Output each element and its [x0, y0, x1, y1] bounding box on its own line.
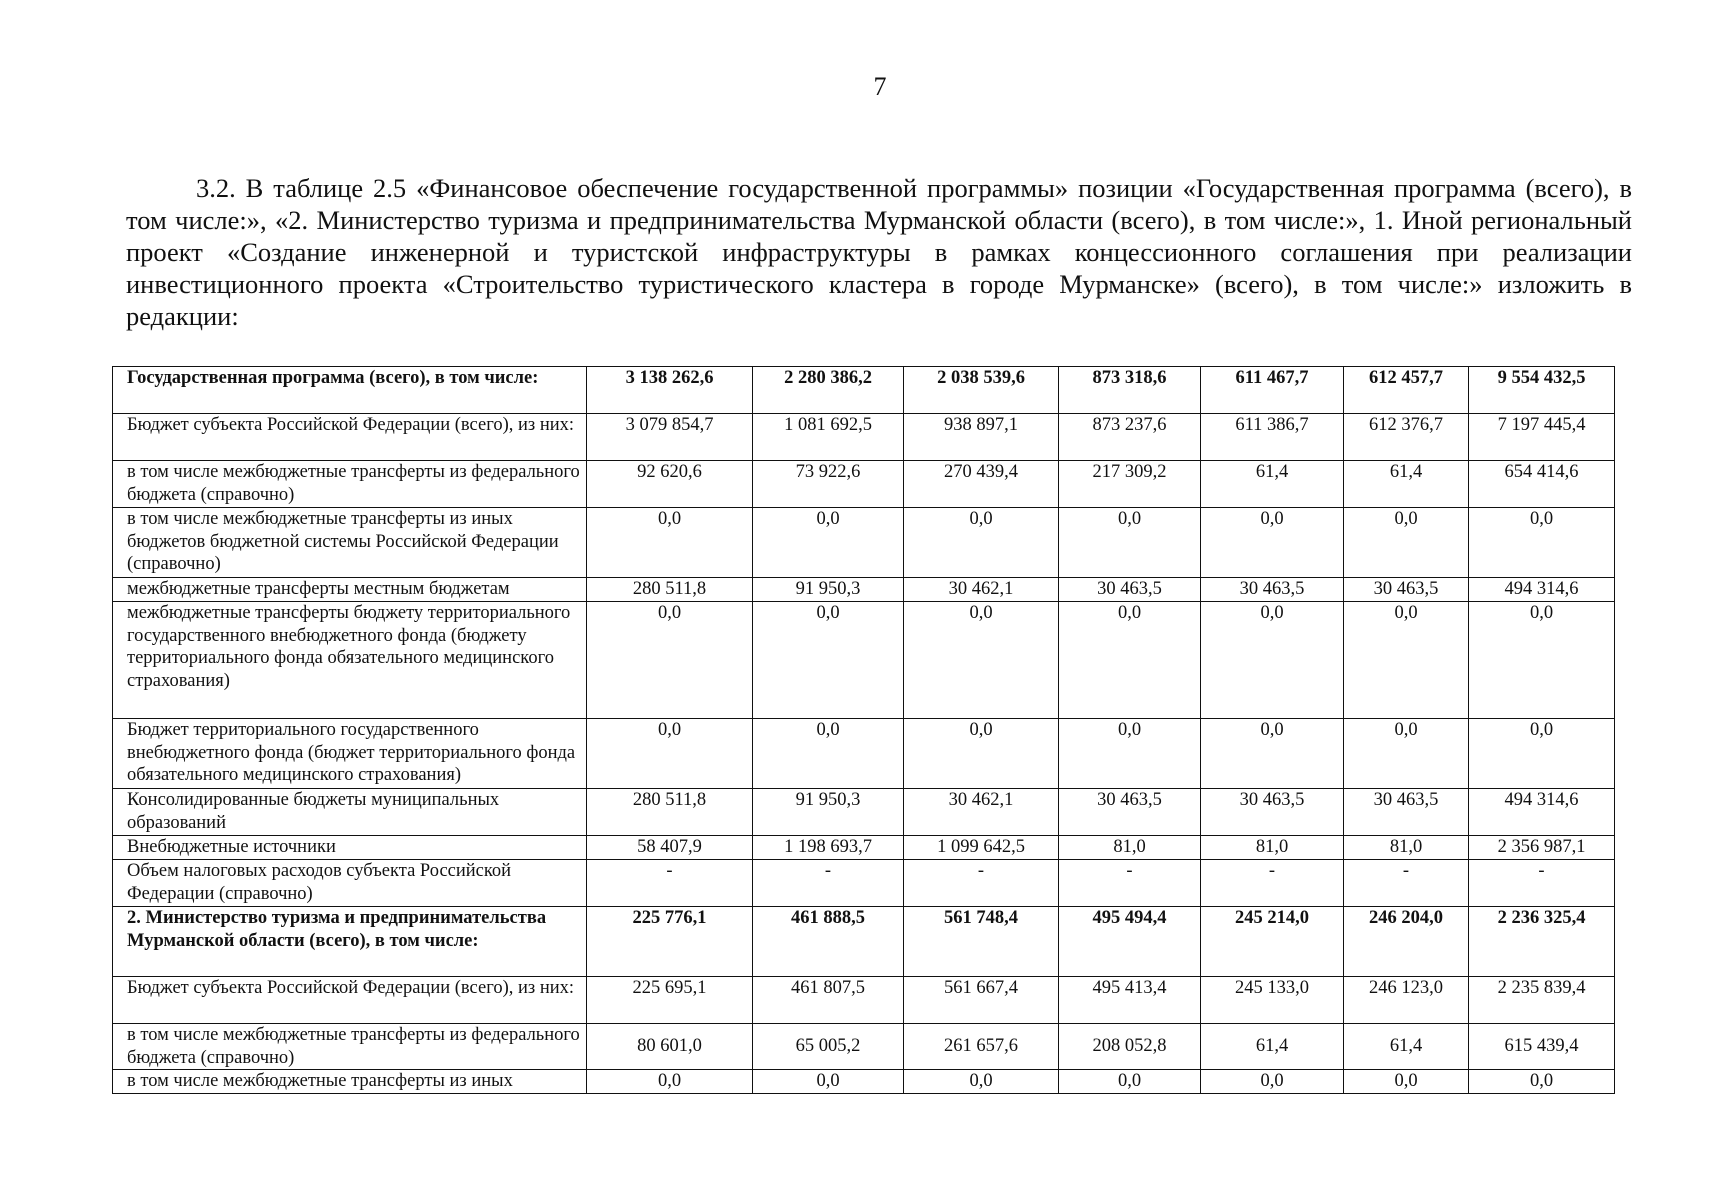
table-row: [113, 578, 1615, 602]
value-cell: 225 695,1: [587, 977, 753, 1024]
value-cell: 225 776,1: [587, 907, 753, 977]
value-cell: 0,0: [1059, 719, 1201, 789]
value-cell: 0,0: [904, 719, 1059, 789]
value-cell: 0,0: [1059, 508, 1201, 578]
row-label: в том числе межбюджетные трансферты из федерального бюджета (справочно): [113, 461, 587, 508]
value-cell: 561 667,4: [904, 977, 1059, 1024]
value-cell: 0,0: [1344, 602, 1469, 719]
value-cell: 612 457,7: [1344, 367, 1469, 414]
value-cell: 561 748,4: [904, 907, 1059, 977]
value-cell: 91 950,3: [753, 578, 904, 602]
value-cell: 495 494,4: [1059, 907, 1201, 977]
row-label: Бюджет субъекта Российской Федерации (всего), из них:: [113, 977, 587, 1024]
value-cell: -: [904, 860, 1059, 907]
value-cell: 217 309,2: [1059, 461, 1201, 508]
value-cell: 30 463,5: [1344, 578, 1469, 602]
value-cell: 245 214,0: [1201, 907, 1344, 977]
row-label: в том числе межбюджетные трансферты из иных: [113, 1070, 587, 1094]
financing-table: [112, 366, 1615, 1094]
value-cell: 0,0: [1344, 1070, 1469, 1094]
row-label: Бюджет субъекта Российской Федерации (всего), из них:: [113, 414, 587, 461]
value-cell: 30 463,5: [1201, 578, 1344, 602]
row-label: в том числе межбюджетные трансферты из федерального бюджета (справочно): [113, 1024, 587, 1070]
value-cell: 2 236 325,4: [1469, 907, 1615, 977]
value-cell: -: [587, 860, 753, 907]
table-row: [113, 907, 1615, 977]
row-label: 2. Министерство туризма и предпринимательства Мурманской области (всего), в том числе:: [113, 907, 587, 977]
value-cell: 0,0: [753, 719, 904, 789]
value-cell: 1 099 642,5: [904, 836, 1059, 860]
value-cell: 0,0: [904, 602, 1059, 719]
value-cell: 873 318,6: [1059, 367, 1201, 414]
row-label: Государственная программа (всего), в том числе:: [113, 367, 587, 414]
value-cell: 261 657,6: [904, 1024, 1059, 1070]
value-cell: 2 280 386,2: [753, 367, 904, 414]
value-cell: 0,0: [587, 508, 753, 578]
value-cell: 3 079 854,7: [587, 414, 753, 461]
value-cell: 30 463,5: [1059, 578, 1201, 602]
value-cell: 65 005,2: [753, 1024, 904, 1070]
value-cell: 0,0: [1059, 602, 1201, 719]
value-cell: 92 620,6: [587, 461, 753, 508]
value-cell: 2 235 839,4: [1469, 977, 1615, 1024]
value-cell: 246 123,0: [1344, 977, 1469, 1024]
row-label: Консолидированные бюджеты муниципальных образований: [113, 789, 587, 836]
row-label: Бюджет территориального государственного внебюджетного фонда (бюджет территориального фонда обязательного медицинского страхования): [113, 719, 587, 789]
value-cell: 0,0: [753, 508, 904, 578]
value-cell: 0,0: [904, 508, 1059, 578]
value-cell: 30 462,1: [904, 578, 1059, 602]
row-label: Объем налоговых расходов субъекта Российской Федерации (справочно): [113, 860, 587, 907]
value-cell: 61,4: [1344, 1024, 1469, 1070]
value-cell: 0,0: [1469, 1070, 1615, 1094]
value-cell: 208 052,8: [1059, 1024, 1201, 1070]
value-cell: -: [1344, 860, 1469, 907]
value-cell: 494 314,6: [1469, 578, 1615, 602]
value-cell: 0,0: [753, 602, 904, 719]
intro-text: 3.2. В таблице 2.5 «Финансовое обеспечение государственной программы» позиции «Государственная программа (всего), в том числе:», «2. Министерство туризма и предпринимательства Мурманской области (всего), в том числе:», 1. Иной региональный проект «Создание инженерной и туристской инфраструктуры в рамках концессионного соглашения при реализации инвестиционного проекта «Строительство туристического кластера в городе Мурманске» (всего), в том числе:» изложить в редакции:: [126, 173, 1632, 331]
value-cell: 654 414,6: [1469, 461, 1615, 508]
value-cell: 0,0: [1469, 602, 1615, 719]
value-cell: 30 463,5: [1059, 789, 1201, 836]
value-cell: 73 922,6: [753, 461, 904, 508]
value-cell: -: [1201, 860, 1344, 907]
value-cell: 270 439,4: [904, 461, 1059, 508]
value-cell: 0,0: [1059, 1070, 1201, 1094]
value-cell: 2 356 987,1: [1469, 836, 1615, 860]
table-row: [113, 1070, 1615, 1094]
value-cell: 0,0: [1201, 719, 1344, 789]
value-cell: 1 081 692,5: [753, 414, 904, 461]
intro-paragraph: [126, 172, 1632, 332]
table-row: [113, 977, 1615, 1024]
value-cell: 495 413,4: [1059, 977, 1201, 1024]
value-cell: 9 554 432,5: [1469, 367, 1615, 414]
value-cell: 58 407,9: [587, 836, 753, 860]
value-cell: 280 511,8: [587, 789, 753, 836]
value-cell: 30 463,5: [1201, 789, 1344, 836]
value-cell: -: [753, 860, 904, 907]
value-cell: 0,0: [1201, 508, 1344, 578]
value-cell: 30 463,5: [1344, 789, 1469, 836]
table-row: [113, 414, 1615, 461]
value-cell: 81,0: [1201, 836, 1344, 860]
value-cell: 30 462,1: [904, 789, 1059, 836]
row-label: межбюджетные трансферты местным бюджетам: [113, 578, 587, 602]
row-label: в том числе межбюджетные трансферты из иных бюджетов бюджетной системы Российской Федерации (справочно): [113, 508, 587, 578]
value-cell: 1 198 693,7: [753, 836, 904, 860]
table-row: [113, 789, 1615, 836]
value-cell: 0,0: [1469, 719, 1615, 789]
table-row: [113, 719, 1615, 789]
row-label: межбюджетные трансферты бюджету территориального государственного внебюджетного фонда (бюджету территориального фонда обязательного медицинского страхования): [113, 602, 587, 719]
value-cell: 494 314,6: [1469, 789, 1615, 836]
value-cell: 0,0: [753, 1070, 904, 1094]
value-cell: 938 897,1: [904, 414, 1059, 461]
value-cell: 0,0: [587, 719, 753, 789]
value-cell: 81,0: [1344, 836, 1469, 860]
row-label: Внебюджетные источники: [113, 836, 587, 860]
value-cell: 873 237,6: [1059, 414, 1201, 461]
value-cell: 611 386,7: [1201, 414, 1344, 461]
value-cell: 612 376,7: [1344, 414, 1469, 461]
value-cell: 0,0: [587, 1070, 753, 1094]
value-cell: 280 511,8: [587, 578, 753, 602]
value-cell: 61,4: [1201, 1024, 1344, 1070]
value-cell: -: [1059, 860, 1201, 907]
value-cell: 81,0: [1059, 836, 1201, 860]
value-cell: 61,4: [1201, 461, 1344, 508]
value-cell: 61,4: [1344, 461, 1469, 508]
table-row: [113, 508, 1615, 578]
table-row: [113, 602, 1615, 719]
page-number: 7: [873, 72, 887, 101]
table-row: [113, 836, 1615, 860]
value-cell: -: [1469, 860, 1615, 907]
value-cell: 2 038 539,6: [904, 367, 1059, 414]
value-cell: 615 439,4: [1469, 1024, 1615, 1070]
value-cell: 0,0: [1344, 719, 1469, 789]
value-cell: 461 888,5: [753, 907, 904, 977]
value-cell: 0,0: [1201, 1070, 1344, 1094]
table-row: [113, 367, 1615, 414]
value-cell: 0,0: [587, 602, 753, 719]
value-cell: 611 467,7: [1201, 367, 1344, 414]
value-cell: 246 204,0: [1344, 907, 1469, 977]
value-cell: 245 133,0: [1201, 977, 1344, 1024]
table-row: [113, 860, 1615, 907]
value-cell: 0,0: [1344, 508, 1469, 578]
table-row: [113, 1024, 1615, 1070]
value-cell: 80 601,0: [587, 1024, 753, 1070]
value-cell: 7 197 445,4: [1469, 414, 1615, 461]
value-cell: 461 807,5: [753, 977, 904, 1024]
financing-table-body: [113, 367, 1615, 1094]
value-cell: 3 138 262,6: [587, 367, 753, 414]
value-cell: 91 950,3: [753, 789, 904, 836]
table-row: [113, 461, 1615, 508]
value-cell: 0,0: [904, 1070, 1059, 1094]
value-cell: 0,0: [1201, 602, 1344, 719]
value-cell: 0,0: [1469, 508, 1615, 578]
